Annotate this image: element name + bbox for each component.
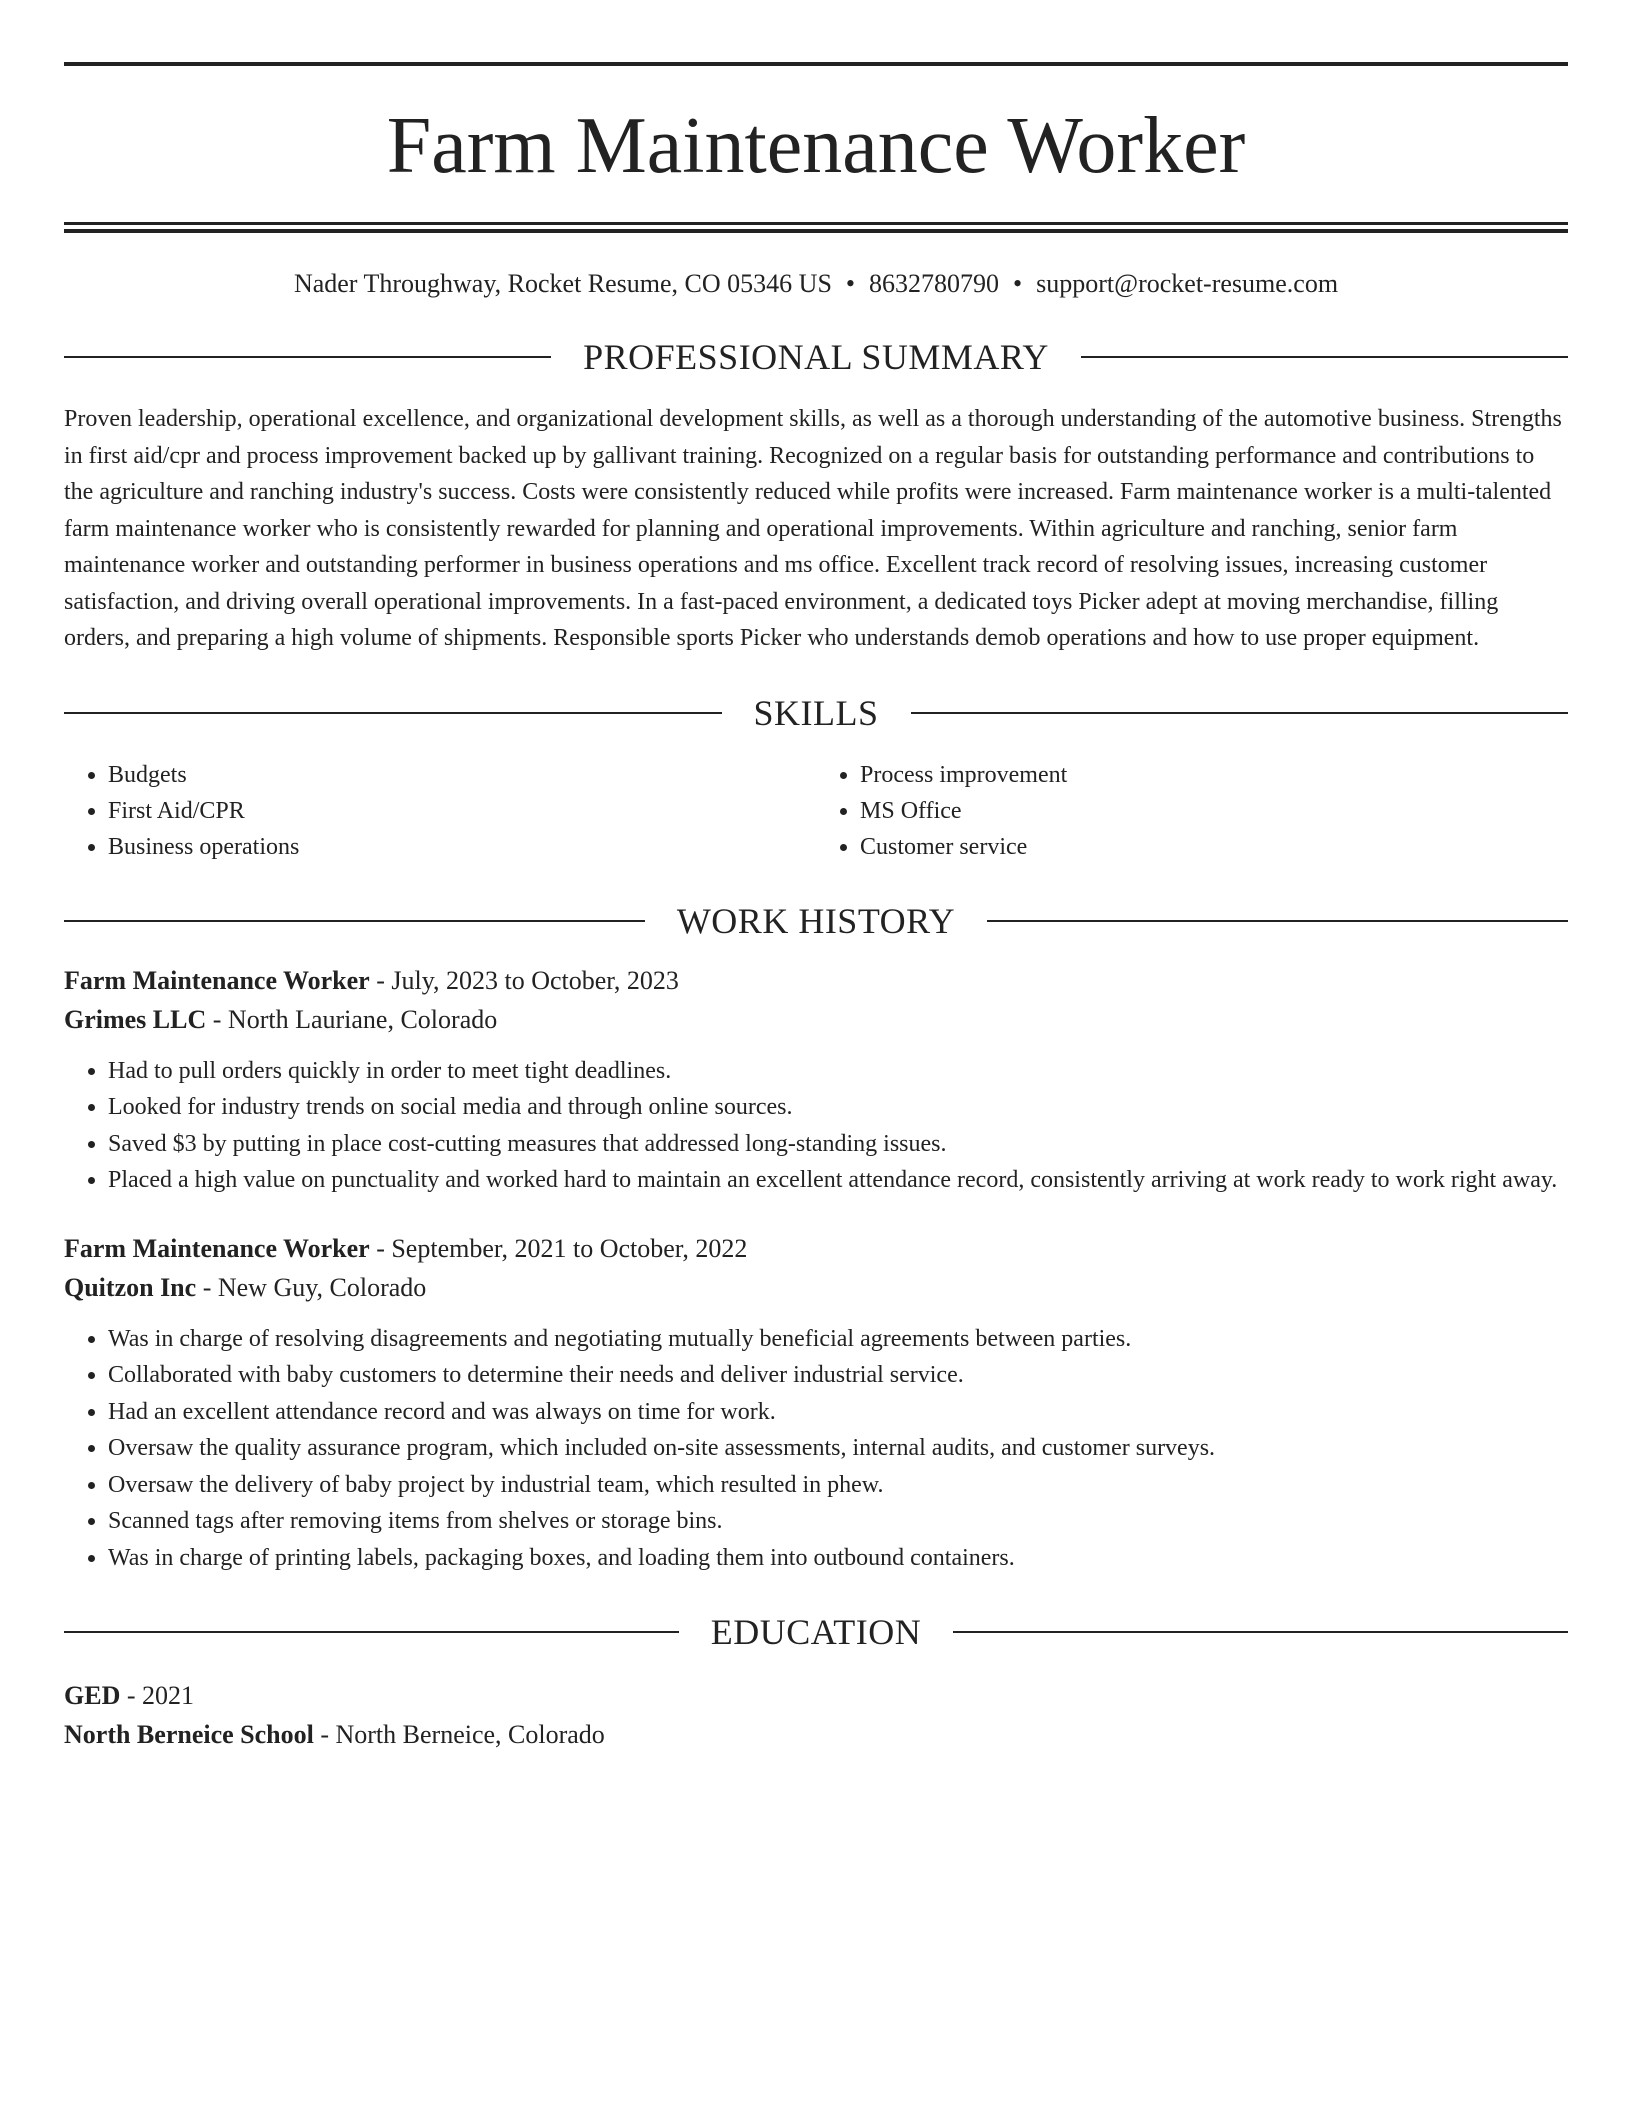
skill-item: • Budgets — [108, 757, 816, 793]
job-bullet: • Oversaw the quality assurance program, which included on-site assessments, internal audits, and customer surveys. — [108, 1430, 1568, 1467]
contact-email[interactable]: support@rocket-resume.com — [1036, 269, 1339, 298]
education-title: EDUCATION — [710, 1612, 922, 1652]
summary-title: PROFESSIONAL SUMMARY — [583, 337, 1049, 377]
heading-rule-left — [64, 712, 722, 714]
candidate-name: Farm Maintenance Worker — [386, 102, 1246, 190]
job-entry — [64, 961, 1568, 1199]
education-entry — [64, 1676, 1568, 1754]
heading-rule-right — [911, 712, 1569, 714]
skills-column-right — [816, 757, 1568, 865]
job-bullet: • Was in charge of printing labels, packaging boxes, and loading them into outbound containers. — [108, 1540, 1568, 1577]
skills-list — [64, 757, 1568, 865]
skills-heading — [64, 691, 1568, 735]
heading-rule-right — [1081, 356, 1568, 358]
skill-item: • First Aid/CPR — [108, 793, 816, 829]
job-dates: - July, 2023 to October, 2023 — [369, 965, 679, 995]
education-degree: GED — [64, 1681, 121, 1710]
education-school: North Berneice School — [64, 1720, 314, 1749]
heading-rule-left — [64, 920, 645, 922]
skill-item: • Business operations — [108, 829, 816, 865]
summary-heading — [64, 335, 1568, 379]
job-bullet: • Had an excellent attendance record and was always on time for work. — [108, 1394, 1568, 1431]
skills-column-left — [64, 757, 816, 865]
education-location: - North Berneice, Colorado — [313, 1720, 605, 1749]
name-double-rule — [64, 222, 1568, 233]
job-location: - New Guy, Colorado — [196, 1272, 427, 1302]
heading-rule-left — [64, 1631, 679, 1633]
job-role-line — [64, 1229, 1568, 1268]
job-bullet: • Scanned tags after removing items from shelves or storage bins. — [108, 1503, 1568, 1540]
job-bullet: • Was in charge of resolving disagreements and negotiating mutually beneficial agreements between parties. — [108, 1321, 1568, 1358]
skill-item: • Process improvement — [860, 757, 1568, 793]
heading-rule-right — [953, 1631, 1568, 1633]
job-company: Quitzon Inc — [64, 1272, 197, 1302]
job-role: Farm Maintenance Worker — [64, 965, 370, 995]
job-entry — [64, 1229, 1568, 1577]
summary-text: Proven leadership, operational excellence, and organizational development skills, as well as a thorough understanding of the automotive business. Strengths in first aid/cpr and process improvement backed up by gallivant training. Recognized on a regular basis for outstanding performance and contributions to the agriculture and ranching industry's success. Costs were consistently reduced while profits were increased. Farm maintenance worker is a multi-talented farm maintenance worker who is consistently rewarded for planning and operational improvements. Within agriculture and ranching, senior farm maintenance worker and outstanding performer in business operations and ms office. Excellent track record of resolving issues, increasing customer satisfaction, and driving overall operational improvements. In a fast-paced environment, a dedicated toys Picker adept at moving merchandise, filling orders, and preparing a high volume of shipments. Responsible sports Picker who understands demob operations and how to use proper equipment. — [64, 406, 1562, 651]
job-role: Farm Maintenance Worker — [64, 1233, 370, 1263]
contact-phone[interactable]: 8632780790 — [869, 269, 1000, 298]
job-company: Grimes LLC — [64, 1004, 207, 1034]
job-location: - North Lauriane, Colorado — [206, 1004, 498, 1034]
education-heading — [64, 1610, 1568, 1654]
contact-separator: • — [845, 269, 856, 298]
education-year: - 2021 — [120, 1681, 195, 1710]
job-bullet: • Looked for industry trends on social media and through online sources. — [108, 1089, 1568, 1126]
education-degree-line — [64, 1676, 1568, 1715]
heading-rule-right — [987, 920, 1568, 922]
work-title: WORK HISTORY — [676, 900, 956, 941]
job-company-line — [64, 1268, 1568, 1307]
skill-item: • Customer service — [860, 829, 1568, 865]
job-bullet: • Had to pull orders quickly in order to meet tight deadlines. — [108, 1053, 1568, 1090]
job-role-line — [64, 961, 1568, 1000]
education-school-line — [64, 1715, 1568, 1754]
job-dates: - September, 2021 to October, 2022 — [369, 1233, 748, 1263]
job-bullet: • Saved $3 by putting in place cost-cutting measures that addressed long-standing issues. — [108, 1126, 1568, 1163]
skills-title: SKILLS — [753, 692, 879, 733]
contact-line — [64, 267, 1568, 301]
job-company-line — [64, 1000, 1568, 1039]
top-rule — [64, 62, 1568, 66]
work-heading — [64, 899, 1568, 943]
job-bullets — [64, 1321, 1568, 1577]
job-bullet: • Collaborated with baby customers to determine their needs and deliver industrial service. — [108, 1357, 1568, 1394]
contact-separator: • — [1013, 269, 1023, 298]
skill-item: • MS Office — [860, 793, 1568, 829]
contact-address: Nader Throughway, Rocket Resume, CO 05346 US — [293, 269, 832, 298]
heading-rule-left — [64, 356, 551, 358]
job-bullet: • Placed a high value on punctuality and worked hard to maintain an excellent attendance record, consistently arriving at work ready to work right away. — [108, 1162, 1568, 1199]
job-bullets — [64, 1053, 1568, 1199]
job-bullet: • Oversaw the delivery of baby project by industrial team, which resulted in phew. — [108, 1467, 1568, 1504]
